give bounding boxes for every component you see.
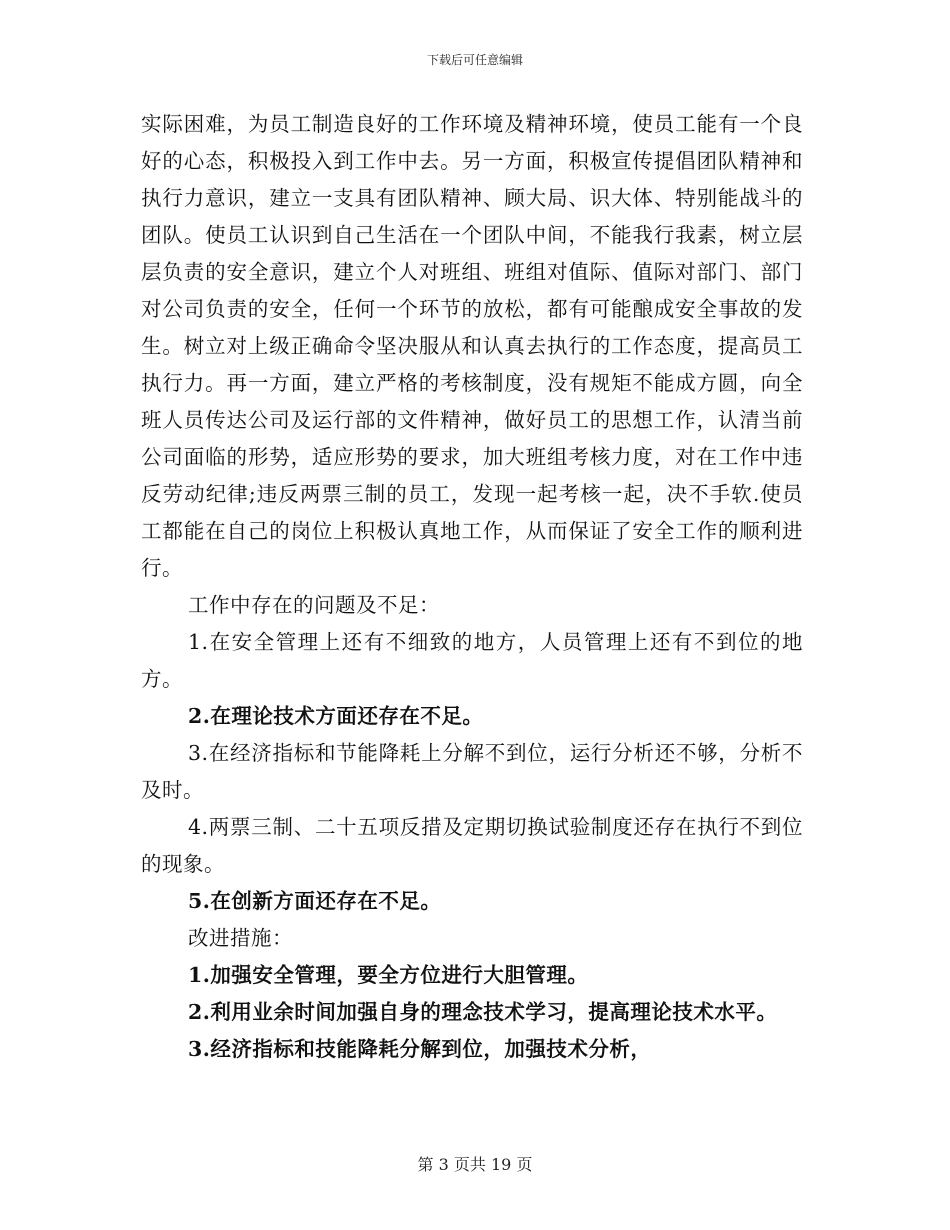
problem-item-2: 2.在理论技术方面还存在不足。 — [188, 704, 484, 728]
document-body — [141, 106, 803, 1068]
body-paragraph: 实际困难，为员工制造良好的工作环境及精神环境，使员工能有一个良好的心态，积极投入到工作中去。另一方面，积极宣传提倡团队精神和执行力意识，建立一支具有团队精神、顾大局、识大体、特别能战斗的团队。使员工认识到自己生活在一个团队中间，不能我行我素，树立层层负责的安全意识，建立个人对班组、班组对值际、值际对部门、部门对公司负责的安全，任何一个环节的放松，都有可能酿成安全事故的发生。树立对上级正确命令坚决服从和认真去执行的工作态度，提高员工执行力。再一方面，建立严格的考核制度，没有规矩不能成方圆，向全班人员传达公司及运行部的文件精神，做好员工的思想工作，认清当前公司面临的形势，适应形势的要求，加大班组考核力度，对在工作中违反劳动纪律;违反两票三制的员工，发现一起考核一起，决不手软.使员工都能在自己的岗位上积极认真地工作，从而保证了安全工作的顺利进行。 — [141, 112, 803, 580]
problem-item-3: 3.在经济指标和节能降耗上分解不到位，运行分析还不够，分析不及时。 — [141, 741, 803, 802]
improvement-item-3: 3.经济指标和技能降耗分解到位，加强技术分析， — [188, 1037, 652, 1061]
page-footer: 第 3 页共 19 页 — [417, 1155, 533, 1174]
section-heading-improvements: 改进措施： — [188, 926, 293, 950]
problem-item-4: 4.两票三制、二十五项反措及定期切换试验制度还存在执行不到位的现象。 — [141, 815, 803, 876]
page-header: 下载后可任意编辑 — [426, 53, 523, 67]
problem-item-5: 5.在创新方面还存在不足。 — [188, 889, 442, 913]
section-heading-problems: 工作中存在的问题及不足： — [188, 593, 440, 617]
problem-item-1: 1.在安全管理上还有不细致的地方，人员管理上还有不到位的地方。 — [141, 630, 803, 691]
improvement-item-1: 1.加强安全管理，要全方位进行大胆管理。 — [188, 963, 589, 987]
improvement-item-2: 2.利用业余时间加强自身的理念技术学习，提高理论技术水平。 — [188, 1000, 778, 1024]
